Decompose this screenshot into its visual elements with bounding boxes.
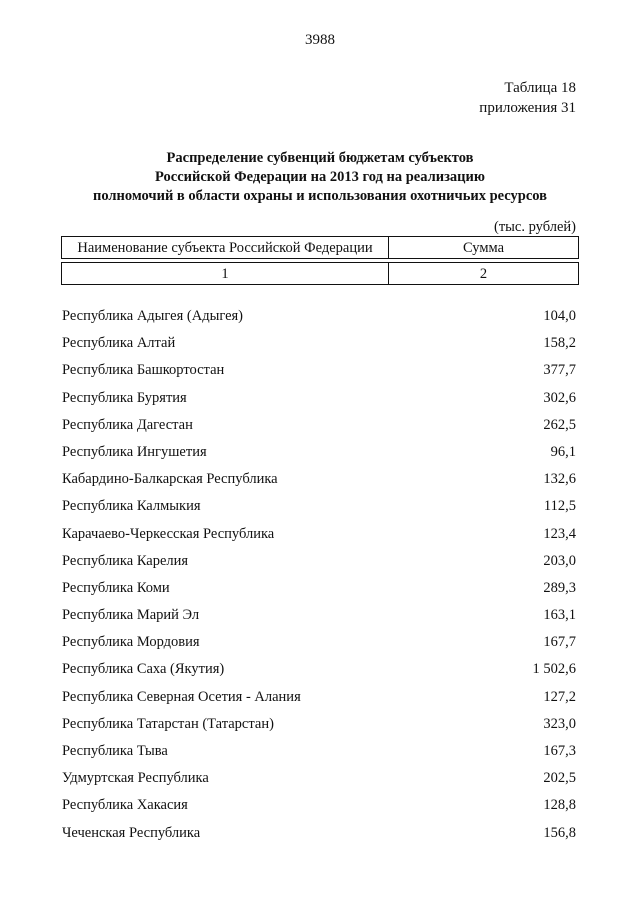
subject-name: Республика Алтай (62, 335, 176, 352)
table-row (62, 684, 576, 711)
column-header-sum: Сумма (389, 237, 579, 259)
subject-name: Республика Марий Эл (62, 607, 200, 624)
subject-name: Республика Калмыкия (62, 498, 201, 515)
subvention-amount: 163,1 (543, 607, 576, 624)
table-row (62, 792, 576, 819)
table-row (62, 303, 576, 330)
table-header (61, 236, 579, 259)
subvention-amount: 96,1 (550, 443, 576, 460)
subject-name: Республика Коми (62, 579, 170, 596)
page-number: 3988 (305, 32, 335, 48)
subject-name: Республика Тыва (62, 743, 168, 759)
subject-name: Республика Башкортостан (62, 362, 225, 379)
subvention-amount: 128,8 (543, 797, 576, 814)
table-row (62, 385, 576, 412)
table-row (62, 357, 576, 384)
table-row (62, 412, 576, 439)
units-label: (тыс. рублей) (494, 219, 576, 235)
subject-name: Республика Северная Осетия - Алания (62, 688, 301, 705)
table-row (62, 656, 576, 683)
subvention-amount: 112,5 (543, 498, 576, 515)
subvention-amount: 202,5 (543, 770, 576, 787)
subject-name: Республика Адыгея (Адыгея) (62, 308, 244, 324)
table-row (62, 765, 576, 792)
subject-name: Кабардино-Балкарская Республика (62, 471, 278, 488)
subject-name: Республика Ингушетия (62, 443, 207, 460)
subvention-amount: 203,0 (543, 552, 576, 569)
subvention-amount: 289,3 (543, 579, 576, 596)
subvention-amount: 377,7 (543, 362, 576, 379)
table-row (62, 330, 576, 357)
subvention-amount: 323,0 (543, 715, 576, 732)
column-number-2: 2 (389, 263, 579, 285)
table-header-row (62, 237, 579, 259)
subvention-amount: 156,8 (543, 824, 576, 841)
column-number-1: 1 (62, 263, 389, 285)
subvention-amount: 132,6 (543, 471, 576, 488)
subvention-amount: 1 502,6 (532, 661, 576, 678)
table-body (62, 303, 576, 847)
table-column-numbers (61, 262, 579, 285)
table-row (62, 493, 576, 520)
table-row (62, 820, 576, 847)
document-title-line-3: полномочий в области охраны и использования охотничьих ресурсов (92, 188, 548, 204)
table-row (62, 711, 576, 738)
table-row (62, 439, 576, 466)
table-reference-line-1: Таблица 18 (504, 80, 576, 96)
subject-name: Республика Саха (Якутия) (62, 661, 225, 678)
document-title-line-1: Распределение субвенций бюджетам субъектов (166, 150, 474, 166)
table-row (62, 466, 576, 493)
subject-name: Республика Бурятия (62, 389, 187, 406)
table-row (62, 738, 576, 765)
table-reference (479, 78, 576, 118)
table-row (62, 602, 576, 629)
subject-name: Удмуртская Республика (62, 770, 209, 787)
subvention-amount: 262,5 (543, 416, 576, 433)
table-row (62, 548, 576, 575)
table-row (62, 521, 576, 548)
subvention-amount: 127,2 (543, 688, 576, 705)
table-row (62, 629, 576, 656)
subvention-amount: 104,0 (543, 308, 576, 324)
subject-name: Республика Дагестан (62, 416, 193, 433)
subvention-amount: 167,7 (543, 634, 576, 651)
subvention-amount: 158,2 (543, 335, 576, 352)
subject-name: Республика Карелия (62, 552, 189, 569)
document-title-line-2: Российской Федерации на 2013 год на реализацию (155, 169, 485, 185)
table-reference-line-2: приложения 31 (479, 100, 576, 116)
subject-name: Республика Хакасия (62, 797, 188, 814)
column-numbers-row (62, 263, 579, 285)
subvention-amount: 302,6 (543, 389, 576, 406)
subvention-amount: 123,4 (543, 525, 576, 542)
subvention-amount: 167,3 (543, 743, 576, 759)
subject-name: Республика Татарстан (Татарстан) (62, 715, 274, 732)
document-title (0, 149, 640, 206)
subject-name: Чеченская Республика (62, 824, 201, 841)
column-header-name: Наименование субъекта Российской Федерации (62, 237, 389, 259)
subject-name: Карачаево-Черкесская Республика (62, 525, 275, 542)
table-row (62, 575, 576, 602)
subject-name: Республика Мордовия (62, 634, 200, 651)
